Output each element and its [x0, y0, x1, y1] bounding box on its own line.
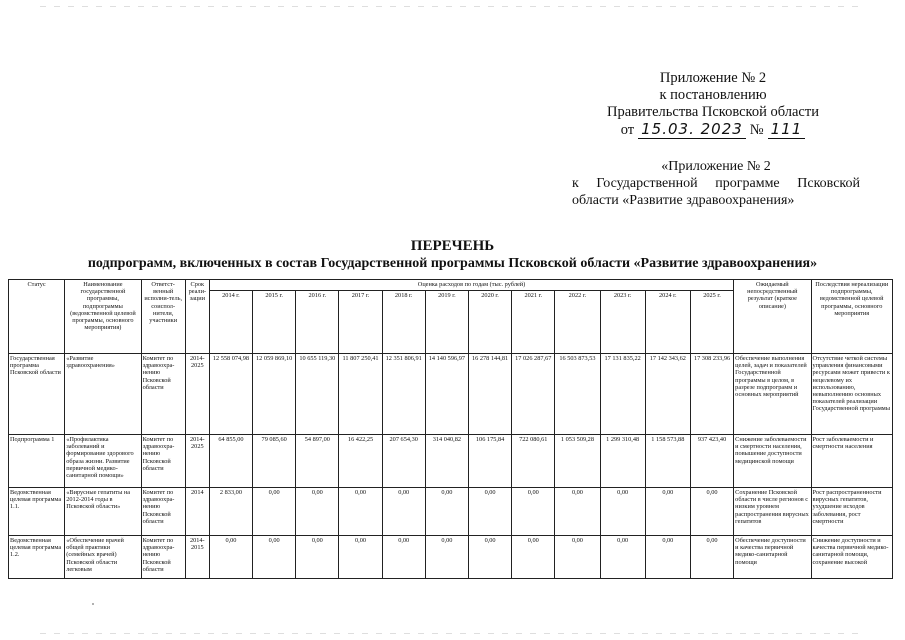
col-header-period: Срок реали-зации [185, 280, 209, 354]
table-row [9, 536, 893, 579]
cell-value: 12 558 074,98 [209, 354, 252, 435]
col-header-year: 2025 г. [690, 291, 733, 354]
cell-value: 0,00 [425, 488, 468, 536]
cell-value: 0,00 [339, 536, 382, 579]
cell-value: 16 422,25 [339, 435, 382, 488]
col-header-year: 2020 г. [468, 291, 511, 354]
cell-value: 17 308 233,96 [690, 354, 733, 435]
cell-value: 2 833,00 [209, 488, 252, 536]
cell-value: 937 423,40 [690, 435, 733, 488]
cell-name: «Развитие здравоохранения» [65, 354, 141, 435]
cell-executor: Комитет по здравоохра-нению Псковской области [141, 354, 185, 435]
subprograms-table [8, 279, 893, 579]
cell-value: 0,00 [253, 488, 296, 536]
cell-value: 14 140 596,97 [425, 354, 468, 435]
cell-value: 0,00 [512, 488, 555, 536]
cell-value: 0,00 [600, 488, 645, 536]
cell-result: Сохранение Псковской области в числе регионов с низким уровнем распространения вирусных гепатитов [734, 488, 811, 536]
cell-value: 722 080,61 [512, 435, 555, 488]
cell-value: 0,00 [209, 536, 252, 579]
number-label: № [749, 122, 764, 138]
cell-value: 0,00 [296, 488, 339, 536]
cell-value: 17 142 343,62 [645, 354, 690, 435]
cell-value: 106 175,84 [468, 435, 511, 488]
cell-value: 12 059 869,10 [253, 354, 296, 435]
cell-value: 0,00 [690, 488, 733, 536]
cell-result: Обеспечение выполнения целей, задач и показателей Государственной программы в целом, в разрезе подпрограмм и основных мероприятий [734, 354, 811, 435]
col-header-executor: Ответст-венный исполни-тель, соиспол-нители, участники [141, 280, 185, 354]
cell-executor: Комитет по здравоохра-нению Псковской области [141, 536, 185, 579]
cell-value: 207 654,30 [382, 435, 425, 488]
col-header-status: Статус [9, 280, 65, 354]
program-appendix-header [572, 158, 860, 209]
cell-period: 2014-2025 [185, 435, 209, 488]
cell-value: 16 278 144,81 [468, 354, 511, 435]
cell-value: 314 040,82 [425, 435, 468, 488]
col-header-year: 2024 г. [645, 291, 690, 354]
col-header-year: 2023 г. [600, 291, 645, 354]
cell-value: 0,00 [645, 536, 690, 579]
cell-status: Государственная программа Псковской области [9, 354, 65, 435]
cell-value: 1 158 573,88 [645, 435, 690, 488]
cell-value: 54 897,00 [296, 435, 339, 488]
cell-status: Подпрограмма 1 [9, 435, 65, 488]
appendix-date-row [600, 121, 826, 139]
col-header-year: 2017 г. [339, 291, 382, 354]
cell-value: 64 855,00 [209, 435, 252, 488]
table-row [9, 488, 893, 536]
cell-value: 0,00 [600, 536, 645, 579]
cell-consequences: Рост заболеваемости и смертности населения [811, 435, 892, 488]
cell-value: 1 299 310,48 [600, 435, 645, 488]
cell-consequences: Рост распространенности вирусных гепатитов, ухудшение исходов заболевания, рост смертности [811, 488, 892, 536]
cell-value: 0,00 [555, 488, 600, 536]
cell-value: 11 807 250,41 [339, 354, 382, 435]
col-header-year: 2015 г. [253, 291, 296, 354]
cell-value: 0,00 [425, 536, 468, 579]
cell-value: 0,00 [339, 488, 382, 536]
cell-name: «Профилактика заболеваний и формирование здорового образа жизни. Развитие первичной медико-санитарной помощи» [65, 435, 141, 488]
col-header-name: Наименование государственной программы, подпрограммы (ведомственной целевой программы, основного мероприятия) [65, 280, 141, 354]
col-header-year: 2019 г. [425, 291, 468, 354]
appendix-line: Правительства Псковской области [607, 104, 819, 120]
handwritten-number: 111 [768, 121, 806, 139]
scan-artifact-top [40, 6, 865, 7]
from-label: от [620, 122, 635, 138]
cell-value: 12 351 806,91 [382, 354, 425, 435]
col-header-year: 2018 г. [382, 291, 425, 354]
col-header-year: 2021 г. [512, 291, 555, 354]
cell-period: 2014-2015 [185, 536, 209, 579]
cell-executor: Комитет по здравоохра-нению Псковской области [141, 488, 185, 536]
document-subtitle: подпрограмм, включенных в состав Государственной программы Псковской области «Развитие здравоохранения» [87, 256, 818, 271]
col-header-year: 2022 г. [555, 291, 600, 354]
cell-value: 0,00 [382, 488, 425, 536]
appendix-line: к постановлению [659, 87, 767, 103]
cell-executor: Комитет по здравоохра-нению Псковской области [141, 435, 185, 488]
appendix-line: области «Развитие здравоохранения» [572, 193, 795, 208]
cell-value: 0,00 [512, 536, 555, 579]
cell-value: 0,00 [468, 488, 511, 536]
cell-value: 10 655 119,30 [296, 354, 339, 435]
scan-artifact-bottom [40, 633, 865, 634]
table-header-row [9, 280, 893, 291]
cell-period: 2014 [185, 488, 209, 536]
cell-value: 17 131 835,22 [600, 354, 645, 435]
scan-speck [92, 603, 94, 605]
cell-value: 0,00 [382, 536, 425, 579]
cell-value: 0,00 [468, 536, 511, 579]
cell-name: «Обеспечение врачей общей практики (семейных врачей) Псковской области легковым [65, 536, 141, 579]
col-header-consequences: Последствия нереализации подпрограммы, ведомственной целевой программы, основного мероприятия [811, 280, 892, 354]
cell-period: 2014-2025 [185, 354, 209, 435]
appendix-line: Приложение № 2 [659, 70, 767, 86]
cell-value: 16 503 873,53 [555, 354, 600, 435]
cell-result: Снижение заболеваемости и смертности населения, повышение доступности медицинской помощи [734, 435, 811, 488]
appendix-line: «Приложение № 2 [661, 159, 771, 174]
cell-name: «Вирусные гепатиты на 2012-2014 годы в Псковской области» [65, 488, 141, 536]
cell-value: 0,00 [690, 536, 733, 579]
col-header-result: Ожидаемый непосредственный результат (краткое описание) [734, 280, 811, 354]
cell-value: 0,00 [645, 488, 690, 536]
document-title: ПЕРЕЧЕНЬ [410, 238, 495, 254]
appendix-header [600, 70, 826, 139]
cell-value: 0,00 [296, 536, 339, 579]
cell-value: 17 026 287,67 [512, 354, 555, 435]
appendix-line: к Государственной программе Псковской [572, 176, 860, 191]
col-header-cost-group: Оценка расходов по годам (тыс. рублей) [209, 280, 733, 291]
cell-result: Обеспечение доступности и качества первичной медико-санитарной помощи [734, 536, 811, 579]
cell-status: Ведомственная целевая программа 1.2. [9, 536, 65, 579]
cell-value: 0,00 [555, 536, 600, 579]
cell-value: 79 085,60 [253, 435, 296, 488]
table-row [9, 435, 893, 488]
col-header-year: 2014 г. [209, 291, 252, 354]
col-header-year: 2016 г. [296, 291, 339, 354]
handwritten-date: 15.03. 2023 [638, 121, 746, 139]
cell-value: 1 053 509,28 [555, 435, 600, 488]
cell-value: 0,00 [253, 536, 296, 579]
cell-status: Ведомственная целевая программа 1.1. [9, 488, 65, 536]
cell-consequences: Снижение доступности и качества первичной медико-санитарной помощи, сохранение высокой [811, 536, 892, 579]
table-row [9, 354, 893, 435]
cell-consequences: Отсутствие четкой системы управления финансовыми ресурсами может привести к нецелевому их использованию, невыполнению основных показателей реализации Государственной программы [811, 354, 892, 435]
